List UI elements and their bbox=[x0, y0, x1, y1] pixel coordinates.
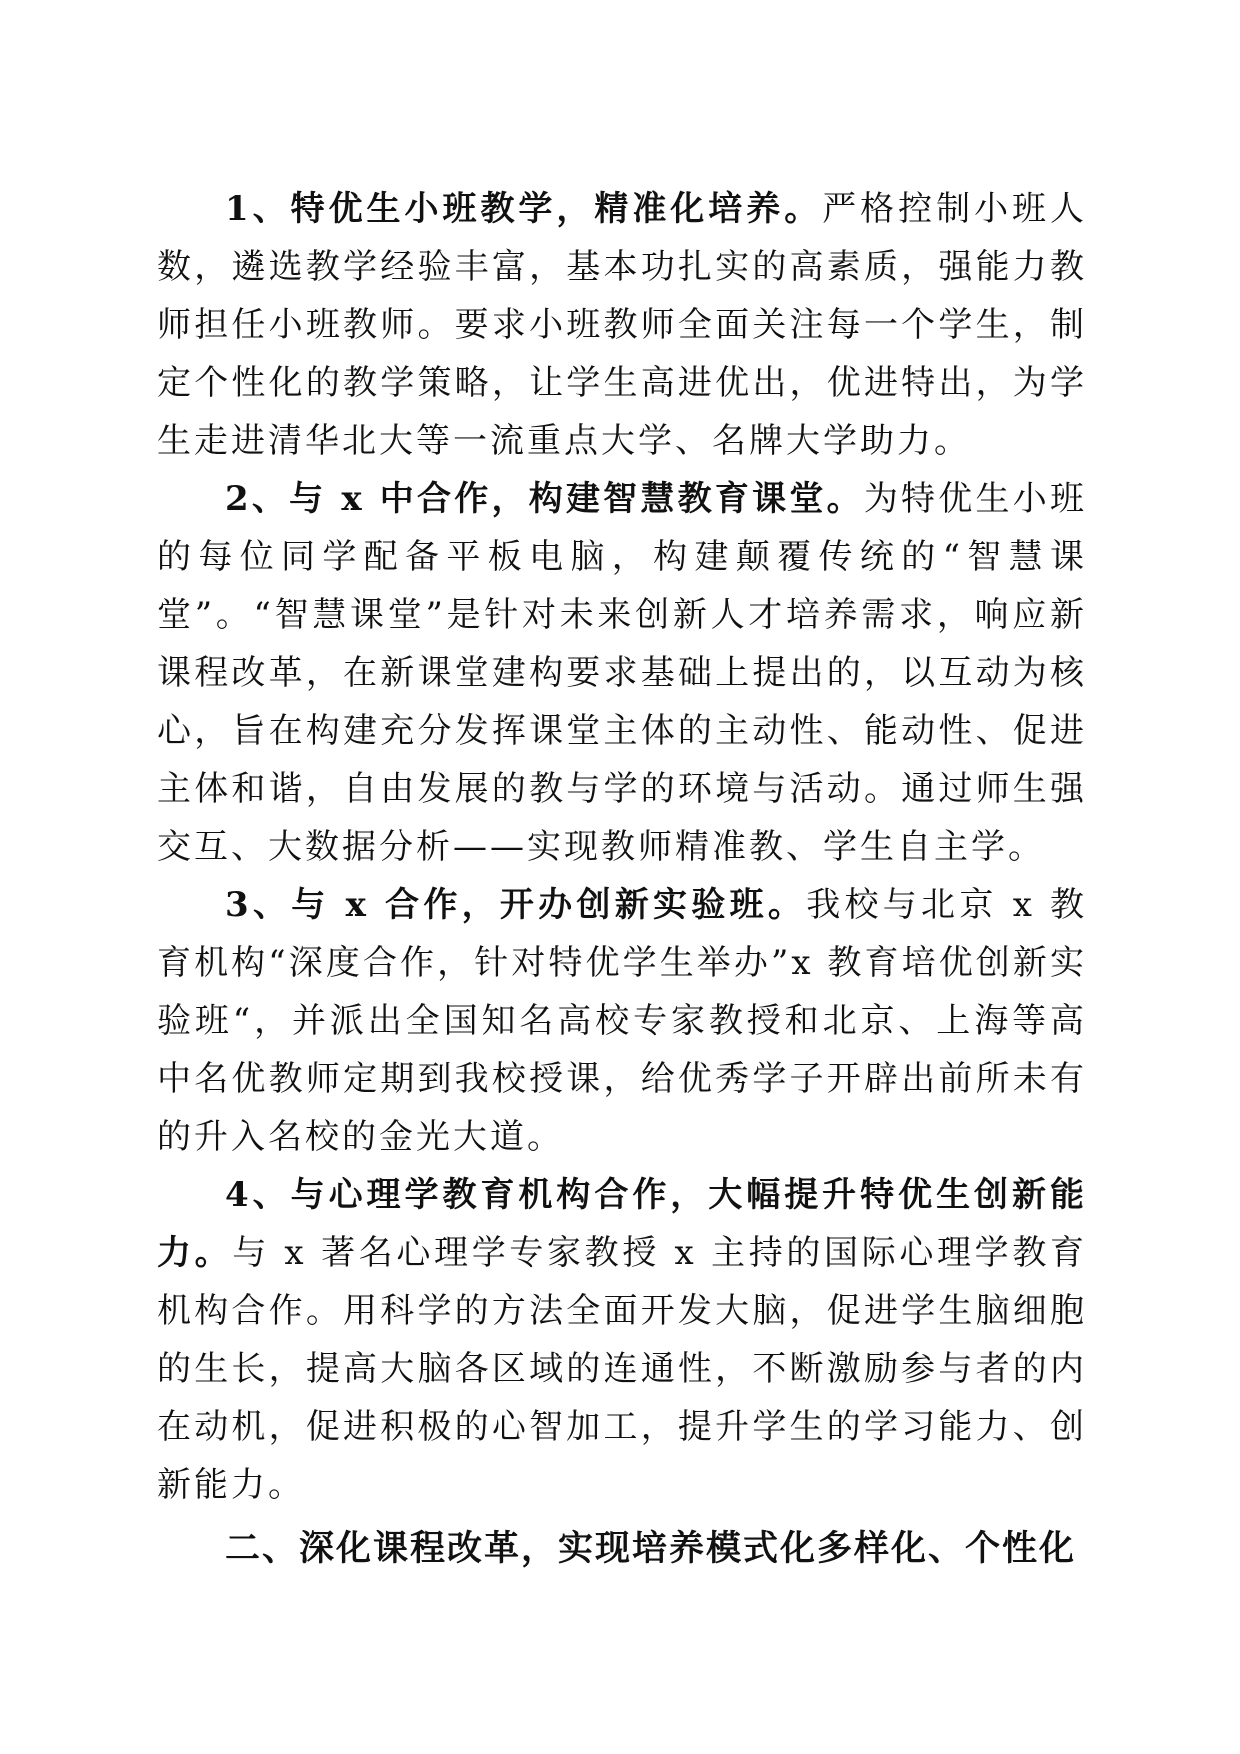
paragraph-1 bbox=[157, 180, 1087, 470]
paragraph-4-body: 与 x 著名心理学专家教授 x 主持的国际心理学教育机构合作。用科学的方法全面开发大脑，促进学生脑细胞的生长，提高大脑各区域的连通性，不断激励参与者的内在动机，促进积极的心智加工，提升学生的学习能力、创新能力。 bbox=[157, 1233, 1087, 1505]
paragraph-1-body: 严格控制小班人数，遴选教学经验丰富，基本功扎实的高素质，强能力教师担任小班教师。要求小班教师全面关注每一个学生，制定个性化的教学策略，让学生高进优出，优进特出，为学生走进清华北大等一流重点大学、名牌大学助力。 bbox=[157, 189, 1088, 461]
paragraph-4 bbox=[157, 1166, 1087, 1514]
paragraph-3 bbox=[157, 876, 1087, 1166]
paragraph-2-body: 为特优生小班的每位同学配备平板电脑，构建颠覆传统的“智慧课堂”。“智慧课堂”是针对未来创新人才培养需求，响应新课程改革，在新课堂建构要求基础上提出的，以互动为核心，旨在构建充分发挥课堂主体的主动性、能动性、促进主体和谐，自由发展的教与学的环境与活动。通过师生强交互、大数据分析——实现教师精准教、学生自主学。 bbox=[157, 479, 1087, 867]
section-heading: 二、深化课程改革，实现培养模式化多样化、个性化 bbox=[225, 1528, 1077, 1569]
document-body bbox=[157, 180, 1087, 1578]
paragraph-3-body: 我校与北京 x 教育机构“深度合作，针对特优学生举办”x 教育培优创新实验班“，并派出全国知名高校专家教授和北京、上海等高中名优教师定期到我校授课，给优秀学子开辟出前所未有的升入名校的金光大道。 bbox=[157, 885, 1087, 1157]
paragraph-2 bbox=[157, 470, 1087, 876]
paragraph-3-lead: 3、与 x 合作，开办创新实验班。 bbox=[225, 885, 807, 925]
paragraph-1-lead: 1、特优生小班教学，精准化培养。 bbox=[225, 189, 823, 229]
paragraph-4-lead: 4、与心理学教育机构合作，大幅提升特优生创新能力。 bbox=[157, 1175, 1087, 1273]
paragraph-2-lead: 2、与 x 中合作，构建智慧教育课堂。 bbox=[225, 479, 864, 519]
